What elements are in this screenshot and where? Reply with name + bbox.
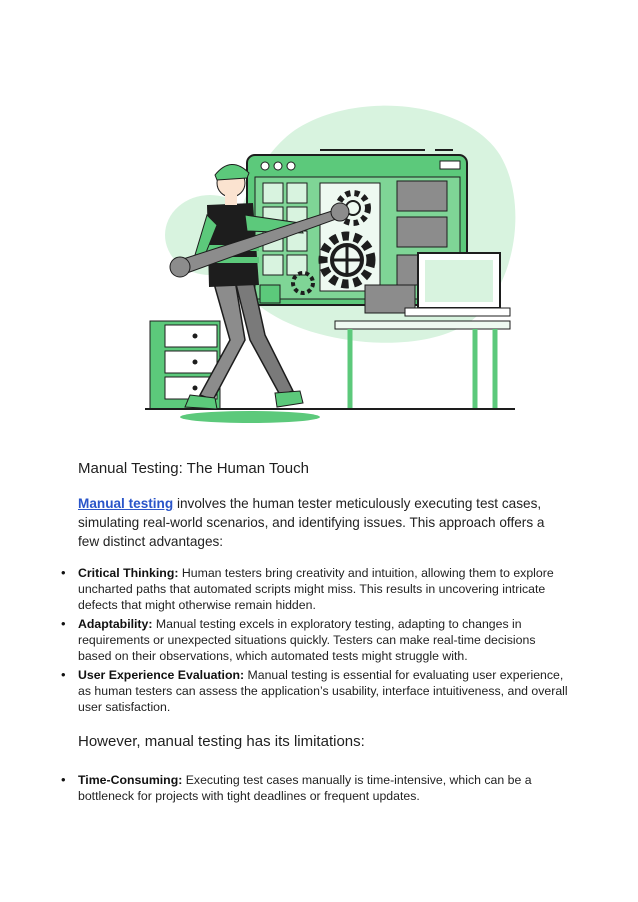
section-heading: Manual Testing: The Human Touch [78, 460, 309, 477]
limitations-list [78, 772, 568, 804]
list-item-term: Critical Thinking: [78, 566, 179, 580]
list-item [78, 565, 568, 613]
list-item-text: Human testers bring creativity and intuition, allowing them to explore uncharted paths that automated scripts might miss. This results in uncovering intricate defects that might otherwise remain hidden. [78, 566, 554, 612]
manual-testing-link[interactable]: Manual testing [78, 496, 174, 511]
list-item [78, 667, 568, 715]
intro-paragraph [78, 494, 568, 551]
list-item-text: Executing test cases manually is time-intensive, which can be a bottleneck for projects with tight deadlines or frequent updates. [78, 773, 532, 803]
advantages-list [78, 565, 568, 715]
list-item-term: Time-Consuming: [78, 773, 183, 787]
list-item [78, 772, 568, 804]
list-item-term: User Experience Evaluation: [78, 668, 245, 682]
article-body [78, 460, 568, 807]
tester-illustration-icon [135, 95, 520, 430]
list-item-term: Adaptability: [78, 617, 153, 631]
list-item [78, 616, 568, 664]
list-item-text: Manual testing excels in exploratory testing, adapting to changes in requirements or unexpected situations quickly. Testers can make real-time decisions based on their observations, which automated tests might struggle with. [78, 617, 536, 663]
limitations-heading: However, manual testing has its limitations: [78, 733, 365, 750]
list-item-text: Manual testing is essential for evaluating user experience, as human testers can assess the application’s usability, interface intuitiveness, and overall user satisfaction. [78, 668, 568, 714]
intro-text: involves the human tester meticulously executing test cases, simulating real-world scenarios, and identifying issues. This approach offers a few distinct advantages: [78, 496, 545, 549]
